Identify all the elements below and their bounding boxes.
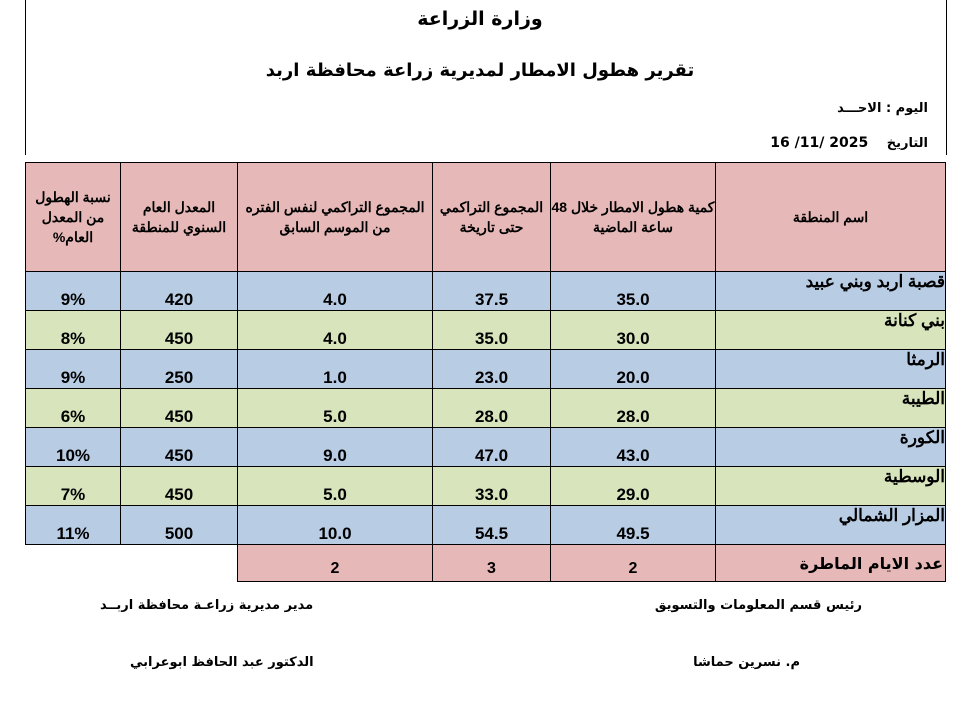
- table-row: [26, 350, 946, 389]
- cell-percent: 9%: [26, 272, 121, 311]
- cell-percent: 11%: [26, 506, 121, 545]
- cell-cumulative: 33.0: [433, 467, 551, 506]
- cell-rain48: 20.0: [551, 350, 716, 389]
- cell-rain48: 28.0: [551, 389, 716, 428]
- cell-annual-avg: 500: [121, 506, 238, 545]
- table-row: [26, 389, 946, 428]
- cell-region: الطيبة: [716, 389, 946, 428]
- table-row: [26, 506, 946, 545]
- col-header-annual-avg: المعدل العام السنوي للمنطقة: [121, 163, 238, 272]
- cell-annual-avg: 450: [121, 467, 238, 506]
- ministry-title: وزارة الزراعة: [417, 8, 543, 30]
- date-line: [770, 135, 928, 151]
- cell-region: بني كنانة: [716, 311, 946, 350]
- cell-prev-season: 4.0: [238, 311, 433, 350]
- day-label: اليوم :: [885, 101, 928, 116]
- table-row: [26, 428, 946, 467]
- cell-region: الرمثا: [716, 350, 946, 389]
- cell-prev-season: 9.0: [238, 428, 433, 467]
- cell-annual-avg: 420: [121, 272, 238, 311]
- cell-prev-season: 5.0: [238, 389, 433, 428]
- cell-region: الوسطية: [716, 467, 946, 506]
- date-label: التاريخ: [886, 136, 928, 151]
- cell-cumulative: 28.0: [433, 389, 551, 428]
- col-header-cumulative: المجموع التراكمي حتى تاريخة: [433, 163, 551, 272]
- totals-row: [26, 545, 946, 582]
- rainy-days-label: عدد الايام الماطرة: [716, 545, 946, 582]
- cell-rain48: 43.0: [551, 428, 716, 467]
- cell-prev-season: 1.0: [238, 350, 433, 389]
- cell-rain48: 30.0: [551, 311, 716, 350]
- day-line: [837, 101, 928, 116]
- table-header-row: [26, 163, 946, 272]
- rainfall-table: [25, 162, 946, 582]
- col-header-rain48: كمية هطول الامطار خلال 48 ساعة الماضية: [551, 163, 716, 272]
- table-row: [26, 311, 946, 350]
- cell-prev-season: 10.0: [238, 506, 433, 545]
- cell-annual-avg: 250: [121, 350, 238, 389]
- cell-rain48: 29.0: [551, 467, 716, 506]
- col-header-region: اسم المنطقة: [716, 163, 946, 272]
- cell-prev-season: 5.0: [238, 467, 433, 506]
- cell-rain48: 35.0: [551, 272, 716, 311]
- info-head-title: رئيس قسم المعلومات والتسويق: [654, 598, 862, 613]
- table-row: [26, 467, 946, 506]
- cell-annual-avg: 450: [121, 428, 238, 467]
- empty-cell: [121, 545, 238, 582]
- director-title: مدير مديرية زراعـة محافظة اربــد: [100, 598, 314, 613]
- date-value: 2025 /11/ 16: [770, 135, 869, 151]
- cell-region: الكورة: [716, 428, 946, 467]
- cell-cumulative: 54.5: [433, 506, 551, 545]
- cell-percent: 9%: [26, 350, 121, 389]
- director-name: الدكتور عبد الحافظ ابوعرابي: [130, 655, 314, 670]
- cell-percent: 7%: [26, 467, 121, 506]
- col-header-prev-season: المجموع التراكمي لنفس الفتره من الموسم السابق: [238, 163, 433, 272]
- total-prev-season: 2: [238, 545, 433, 582]
- cell-prev-season: 4.0: [238, 272, 433, 311]
- day-value: الاحـــد: [837, 101, 882, 116]
- cell-cumulative: 37.5: [433, 272, 551, 311]
- total-rain48: 2: [551, 545, 716, 582]
- cell-annual-avg: 450: [121, 311, 238, 350]
- cell-percent: 10%: [26, 428, 121, 467]
- cell-percent: 8%: [26, 311, 121, 350]
- cell-region: قصبة اربد وبني عبيد: [716, 272, 946, 311]
- cell-percent: 6%: [26, 389, 121, 428]
- empty-cell: [26, 545, 121, 582]
- cell-rain48: 49.5: [551, 506, 716, 545]
- col-header-percent: نسبة الهطول من المعدل العام%: [26, 163, 121, 272]
- report-title: تقرير هطول الامطار لمديرية زراعة محافظة اربد: [265, 60, 695, 81]
- cell-cumulative: 47.0: [433, 428, 551, 467]
- info-head-name: م. نسرين حماشا: [693, 655, 800, 670]
- cell-cumulative: 35.0: [433, 311, 551, 350]
- cell-region: المزار الشمالي: [716, 506, 946, 545]
- cell-cumulative: 23.0: [433, 350, 551, 389]
- cell-annual-avg: 450: [121, 389, 238, 428]
- table-row: [26, 272, 946, 311]
- total-cumulative: 3: [433, 545, 551, 582]
